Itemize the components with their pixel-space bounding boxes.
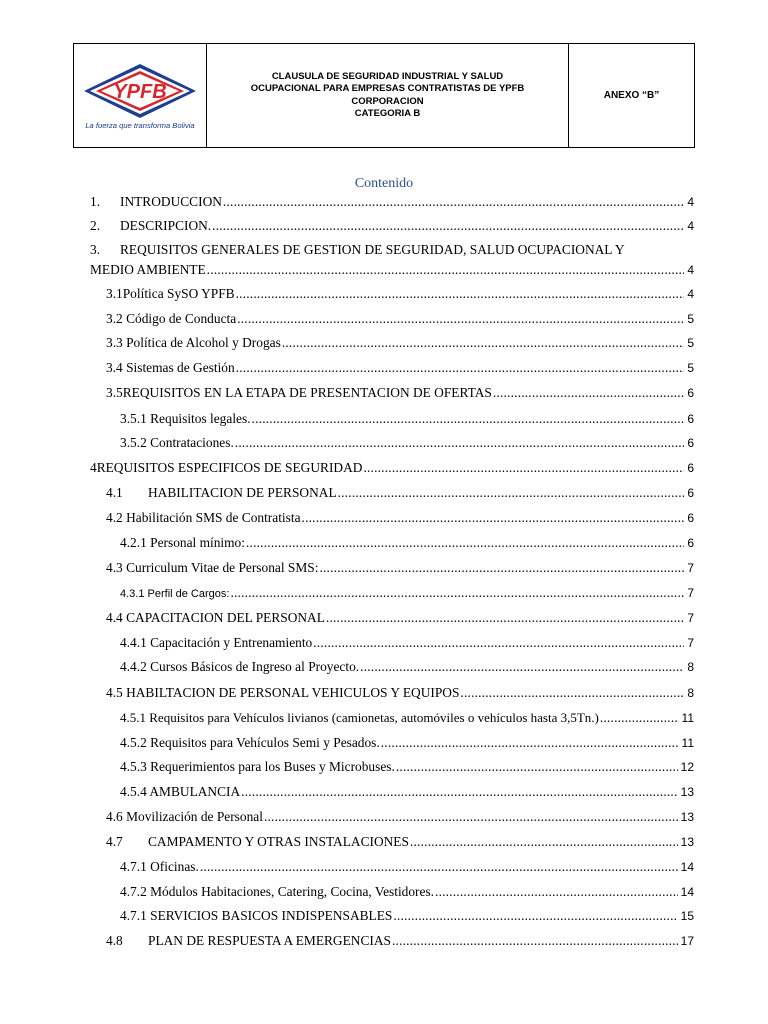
toc-entry[interactable] — [90, 262, 694, 278]
toc-entry[interactable] — [106, 360, 694, 376]
logo-cell — [74, 44, 207, 147]
toc-entry-label: 4.5 HABILTACION DE PERSONAL VEHICULOS Y EQUIPOS — [106, 685, 460, 700]
toc-entry-label: DESCRIPCION. — [120, 218, 212, 233]
document-title — [207, 44, 569, 147]
toc-entry-label: 4.2 Habilitación SMS de Contratista — [106, 510, 301, 525]
toc-entry-label: 3.1Política SySO YPFB — [106, 286, 235, 301]
toc-entry-label: 3.5.2 Contrataciones. — [120, 435, 234, 450]
toc-entry[interactable] — [120, 735, 694, 751]
toc-entry-page: 8 — [687, 686, 694, 700]
slogan: La fuerza que transforma Bolivia — [85, 120, 195, 130]
leader-dots — [338, 485, 685, 501]
toc-entry-number: 1. — [90, 194, 101, 209]
leader-dots — [241, 784, 677, 800]
leader-dots — [200, 859, 678, 875]
leader-dots — [236, 360, 685, 376]
leader-dots — [212, 218, 684, 234]
toc-entry-number: 3. — [90, 242, 101, 257]
toc-entry-number: 4.8 — [106, 933, 123, 948]
toc-entry[interactable] — [120, 411, 694, 427]
annex-label: ANEXO “B” — [603, 90, 660, 101]
toc-entry[interactable] — [106, 335, 694, 351]
toc-entry[interactable] — [106, 286, 694, 302]
leader-dots — [435, 884, 678, 900]
toc-entry-page: 7 — [687, 561, 694, 575]
toc-entry[interactable] — [106, 560, 694, 576]
toc-entry-page: 13 — [680, 835, 694, 849]
toc-entry[interactable] — [120, 784, 694, 800]
toc-entry[interactable] — [120, 710, 694, 726]
leader-dots — [326, 610, 684, 626]
toc-entry-page: 6 — [687, 386, 694, 400]
title-line: CATEGORIA B — [354, 108, 421, 119]
toc-entry-page: 8 — [687, 660, 694, 674]
toc-entry-label: 3.4 Sistemas de Gestión — [106, 360, 235, 375]
toc-entry-first-line[interactable] — [90, 242, 625, 258]
toc-entry-page: 6 — [687, 511, 694, 525]
leader-dots — [223, 194, 684, 210]
toc-entry-page: 13 — [680, 810, 694, 824]
toc-entry[interactable] — [106, 385, 694, 401]
leader-dots — [360, 659, 684, 675]
leader-dots — [600, 710, 679, 726]
toc-entry[interactable] — [106, 685, 694, 701]
toc-entry-label: 4.6 Movilización de Personal — [106, 809, 263, 824]
toc-entry-label: 4.3.1 Perfil de Cargos: — [120, 588, 230, 600]
leader-dots — [264, 809, 678, 825]
toc-entry-page: 12 — [680, 760, 694, 774]
toc-entry-label: 3.5REQUISITOS EN LA ETAPA DE PRESENTACION DE OFERTAS — [106, 385, 492, 400]
toc-entry[interactable] — [120, 585, 694, 602]
toc-entry-label: 4.5.2 Requisitos para Vehículos Semi y Pesados. — [120, 735, 380, 750]
toc-entry-label: 4.5.4 AMBULANCIA — [120, 784, 241, 799]
toc-entry-label: 4.7.1 Oficinas. — [120, 859, 199, 874]
toc-entry[interactable] — [120, 659, 694, 675]
toc-entry-page: 7 — [687, 636, 694, 650]
leader-dots — [237, 311, 684, 327]
toc-entry-label: 3.5.1 Requisitos legales. — [120, 411, 251, 426]
toc-entry-page: 7 — [687, 586, 694, 600]
toc-entry[interactable] — [120, 635, 694, 651]
toc-entry-page: 4 — [687, 263, 694, 277]
leader-dots — [207, 262, 685, 278]
leader-dots — [381, 735, 679, 751]
leader-dots — [282, 335, 685, 351]
toc-entry[interactable] — [106, 933, 694, 949]
toc-entry-label: 3.3 Política de Alcohol y Drogas — [106, 335, 281, 350]
leader-dots — [313, 635, 684, 651]
leader-dots — [410, 834, 678, 850]
toc-entry-page: 17 — [680, 934, 694, 948]
toc-entry[interactable] — [90, 218, 694, 234]
title-line: OCUPACIONAL PARA EMPRESAS CONTRATISTAS DE YPFB — [250, 83, 525, 94]
leader-dots — [235, 435, 685, 451]
toc-entry-page: 14 — [680, 860, 694, 874]
leader-dots — [236, 286, 685, 302]
toc-entry-label: REQUISITOS GENERALES DE GESTION DE SEGURIDAD, SALUD OCUPACIONAL Y — [120, 242, 625, 257]
toc-entry[interactable] — [120, 535, 694, 551]
toc-entry-page: 6 — [687, 461, 694, 475]
svg-text:YPFB: YPFB — [113, 80, 167, 103]
toc-entry[interactable] — [106, 485, 694, 501]
toc-entry[interactable] — [120, 908, 694, 924]
toc-entry[interactable] — [106, 610, 694, 626]
toc-entry-number: 2. — [90, 218, 101, 233]
toc-entry-page: 6 — [687, 436, 694, 450]
leader-dots — [460, 685, 684, 701]
leader-dots — [392, 933, 678, 949]
title-line: CLAUSULA DE SEGURIDAD INDUSTRIAL Y SALUD — [271, 70, 504, 82]
toc-entry-page: 11 — [681, 711, 694, 725]
toc-entry-label: 4.7.2 Módulos Habitaciones, Catering, Cocina, Vestidores. — [120, 884, 435, 899]
toc-entry-number: 4.7 — [106, 834, 123, 849]
toc-entry-label: INTRODUCCION — [120, 194, 222, 209]
toc-entry[interactable] — [90, 194, 694, 210]
toc-title: Contenido — [354, 176, 414, 191]
toc-entry-label: MEDIO AMBIENTE — [90, 262, 206, 277]
leader-dots — [493, 385, 684, 401]
document-header — [73, 43, 695, 148]
toc-entry-label: 3.2 Código de Conducta — [106, 311, 237, 326]
toc-entry-label: 4.5.3 Requerimientos para los Buses y Microbuses. — [120, 759, 395, 774]
leader-dots — [396, 759, 678, 775]
ypfb-logo — [80, 62, 200, 120]
toc-entry-label: HABILITACION DE PERSONAL — [148, 485, 337, 500]
toc-entry-page: 6 — [687, 486, 694, 500]
toc-entry[interactable] — [120, 759, 694, 775]
toc-entry-page: 4 — [687, 287, 694, 301]
toc-entry-page: 15 — [680, 909, 694, 923]
toc-entry-label: 4.4.1 Capacitación y Entrenamiento — [120, 635, 313, 650]
toc-entry-label: 4.4 CAPACITACION DEL PERSONAL — [106, 610, 325, 625]
toc-entry[interactable] — [120, 435, 694, 451]
toc-entry-page: 14 — [680, 885, 694, 899]
leader-dots — [319, 560, 684, 576]
leader-dots — [393, 908, 677, 924]
toc-entry-page: 4 — [687, 195, 694, 209]
toc-entry-page: 5 — [687, 336, 694, 350]
toc-entry-label: 4.4.2 Cursos Básicos de Ingreso al Proyecto. — [120, 659, 360, 674]
toc-entry[interactable] — [106, 311, 694, 327]
toc-entry-number: 4.1 — [106, 485, 123, 500]
toc-entry-page: 6 — [687, 412, 694, 426]
toc-entry-page: 11 — [681, 736, 694, 750]
toc-entry[interactable] — [120, 859, 694, 875]
toc-entry-page: 7 — [687, 611, 694, 625]
toc-entry-label: 4.7.1 SERVICIOS BASICOS INDISPENSABLES — [120, 908, 393, 923]
leader-dots — [363, 460, 684, 476]
toc-entry[interactable] — [120, 884, 694, 900]
toc-entry[interactable] — [90, 460, 694, 476]
toc-entry-label: 4.5.1 Requisitos para Vehículos livianos (camionetas, automóviles o vehículos hasta 3,5Tn.) — [120, 710, 599, 725]
toc-entry-label: PLAN DE RESPUESTA A EMERGENCIAS — [148, 933, 391, 948]
toc-entry[interactable] — [106, 809, 694, 825]
leader-dots — [302, 510, 685, 526]
toc-entry-page: 5 — [687, 312, 694, 326]
title-line: CORPORACION — [351, 95, 424, 107]
toc-entry-label: CAMPAMENTO Y OTRAS INSTALACIONES — [148, 834, 409, 849]
toc-entry-page: 5 — [687, 361, 694, 375]
toc-entry-page: 6 — [687, 536, 694, 550]
leader-dots — [246, 535, 684, 551]
toc-entry-label: 4REQUISITOS ESPECIFICOS DE SEGURIDAD — [90, 460, 363, 475]
toc-entry-page: 4 — [687, 219, 694, 233]
toc-entry-label: 4.2.1 Personal mínimo: — [120, 535, 245, 550]
leader-dots — [230, 585, 684, 601]
toc-entry-page: 13 — [680, 785, 694, 799]
toc-entry[interactable] — [106, 834, 694, 850]
toc-entry-label: 4.3 Curriculum Vitae de Personal SMS: — [106, 560, 319, 575]
toc-entry[interactable] — [106, 510, 694, 526]
leader-dots — [252, 411, 685, 427]
